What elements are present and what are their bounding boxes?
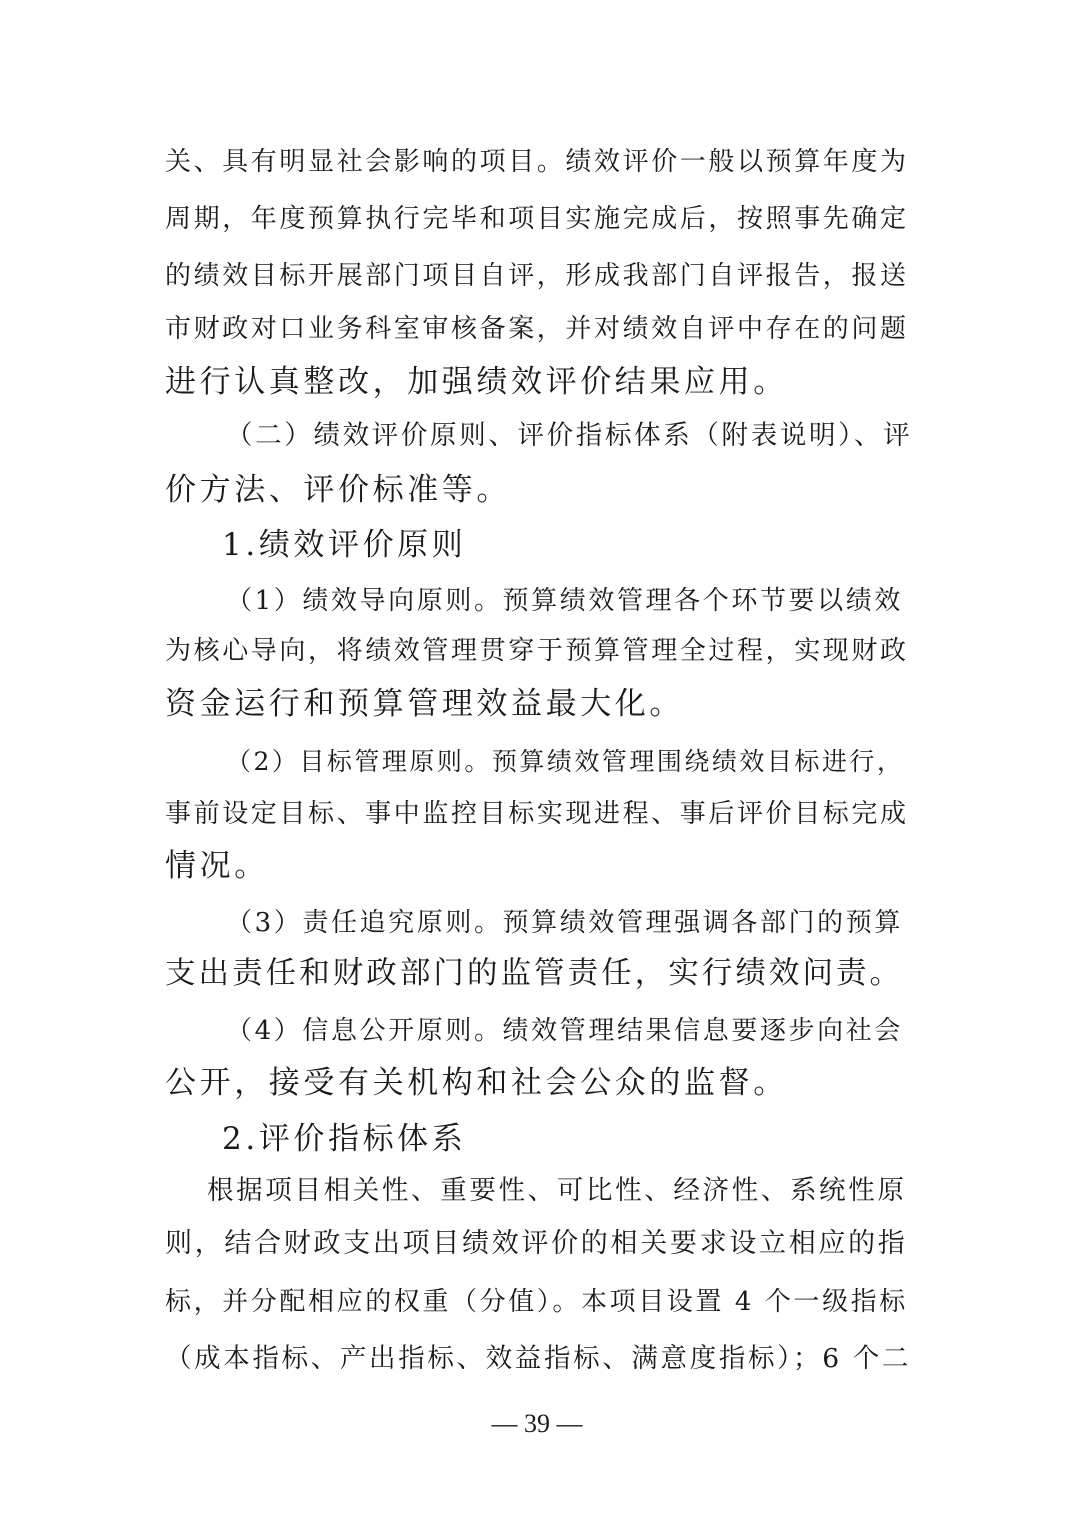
body-line-17: （4）信息公开原则。绩效管理结果信息要逐步向社会 bbox=[226, 1016, 903, 1046]
body-line-23: （成本指标、产出指标、效益指标、满意度指标）；6 个二 bbox=[165, 1343, 912, 1374]
body-line-21: 则，结合财政支出项目绩效评价的相关要求设立相应的指 bbox=[165, 1228, 908, 1259]
body-line-18: 公开，接受有关机构和社会公众的监督。 bbox=[165, 1065, 788, 1101]
body-line-13: 事前设定目标、事中监控目标实现进程、事后评价目标完成 bbox=[165, 799, 909, 829]
body-line-9: （1）绩效导向原则。预算绩效管理各个环节要以绩效 bbox=[226, 586, 903, 616]
body-line-15: （3）责任追究原则。预算绩效管理强调各部门的预算 bbox=[226, 908, 903, 938]
body-line-7: 价方法、评价标准等。 bbox=[165, 472, 511, 508]
body-line-20: 根据项目相关性、重要性、可比性、经济性、系统性原 bbox=[207, 1175, 907, 1206]
section-heading: （二）绩效评价原则、评价指标体系（附表说明）、评 bbox=[226, 420, 913, 451]
body-line-14: 情况。 bbox=[165, 848, 269, 884]
body-line-22: 标，并分配相应的权重（分值）。本项目设置 4 个一级指标 bbox=[165, 1287, 908, 1317]
body-line-10: 为核心导向，将绩效管理贯穿于预算管理全过程，实现财政 bbox=[165, 636, 909, 666]
body-line-5: 进行认真整改，加强绩效评价结果应用。 bbox=[165, 364, 788, 400]
body-line-11: 资金运行和预算管理效益最大化。 bbox=[165, 686, 684, 722]
body-line-1: 关、具有明显社会影响的项目。绩效评价一般以预算年度为 bbox=[165, 147, 909, 177]
body-line-16: 支出责任和财政部门的监管责任，实行绩效问责。 bbox=[165, 956, 904, 991]
body-line-12: （2）目标管理原则。预算绩效管理围绕绩效目标进行， bbox=[226, 747, 905, 776]
body-line-3: 的绩效目标开展部门项目自评，形成我部门自评报告，报送 bbox=[165, 261, 909, 291]
subsection-heading-1: 1.绩效评价原则 bbox=[222, 527, 467, 563]
body-line-4: 市财政对口业务科室审核备案，并对绩效自评中存在的问题 bbox=[165, 314, 909, 344]
body-line-2: 周期，年度预算执行完毕和项目实施完成后，按照事先确定 bbox=[165, 204, 909, 234]
subsection-heading-2: 2.评价指标体系 bbox=[222, 1121, 467, 1157]
page-number: — 39 — bbox=[491, 1409, 583, 1438]
